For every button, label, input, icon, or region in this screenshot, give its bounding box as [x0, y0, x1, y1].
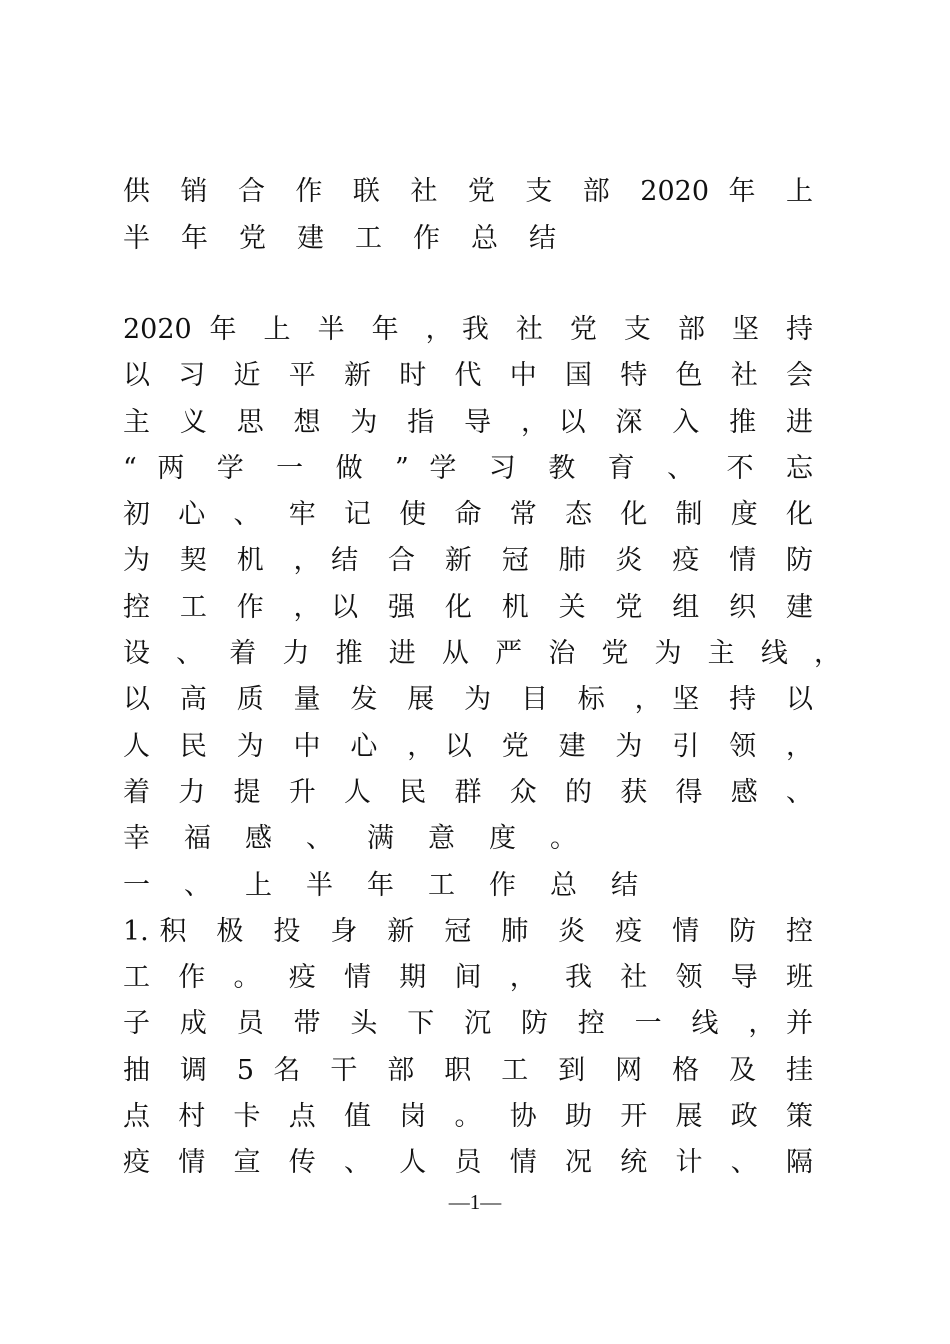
title-line-1: 供 销 合 作 联 社 党 支 部 2020 年 上	[123, 176, 813, 207]
body-line: 着 力 提 升 人 民 群 众 的 获 得 感 、	[123, 776, 813, 808]
body-line: 以 习 近 平 新 时 代 中 国 特 色 社 会	[123, 360, 813, 392]
body-line: 控 工 作 ，以 强 化 机 关 党 组 织 建	[123, 591, 813, 623]
body-line: 1.积 极 投 身 新 冠 肺 炎 疫 情 防 控	[123, 915, 813, 947]
body-line: 初 心 、 牢 记 使 命 常 态 化 制 度 化	[123, 499, 813, 531]
body-line: 主 义 思 想 为 指 导 ，以 深 入 推 进	[123, 406, 813, 438]
body-line: 子 成 员 带 头 下 沉 防 控 一 线 ，并	[123, 1008, 813, 1040]
section-heading: 一、上半年工作总结	[123, 869, 672, 901]
body-line: 2020 年 上 半 年 ，我 社 党 支 部 坚 持	[123, 314, 813, 345]
body-line: 为 契 机 ，结 合 新 冠 肺 炎 疫 情 防	[123, 545, 813, 577]
body-line: 幸福感、满意度。	[123, 823, 611, 855]
body-line: 抽 调 5 名 干 部 职 工 到 网 格 及 挂	[123, 1054, 813, 1086]
body-line: 工 作 。 疫 情 期 间 ， 我 社 领 导 班	[123, 962, 813, 994]
title-line-2: 半年党建工作总结	[123, 223, 587, 254]
document-body	[123, 307, 841, 1187]
body-line: 点 村 卡 点 值 岗 。 协 助 开 展 政 策	[123, 1101, 813, 1133]
body-line: 以 高 质 量 发 展 为 目 标 ，坚 持 以	[123, 684, 813, 716]
body-line: 疫 情 宣 传 、 人 员 情 况 统 计 、 隔	[123, 1147, 813, 1179]
page-number: —1—	[448, 1190, 502, 1214]
body-line: 人 民 为 中 心 ，以 党 建 为 引 领 ，	[123, 730, 813, 762]
body-line: “ 两 学 一 做 ” 学 习 教 育 、 不 忘	[123, 452, 813, 484]
body-line: 设 、 着 力 推 进 从 严 治 党 为 主 线 ，	[123, 638, 841, 670]
document-title	[123, 168, 813, 262]
